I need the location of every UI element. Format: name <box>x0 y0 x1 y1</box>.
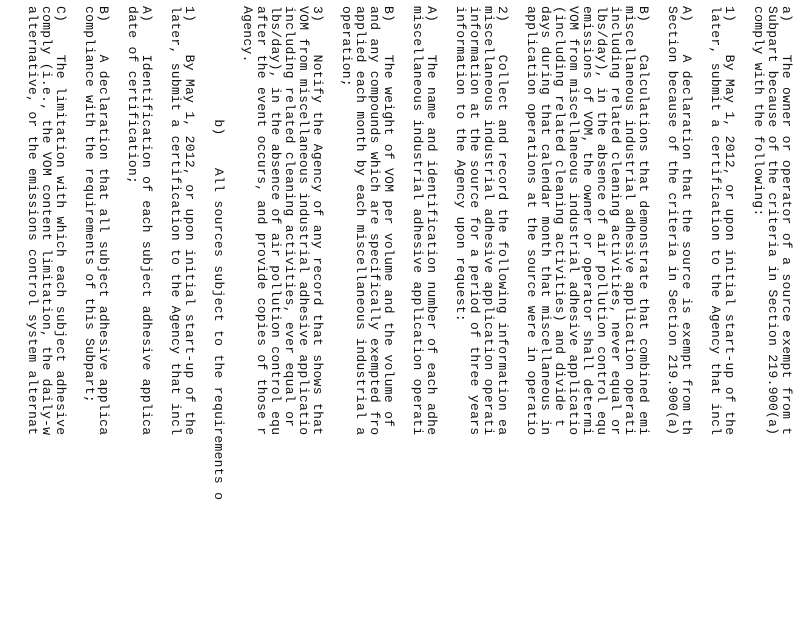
text-line: operation; <box>339 6 354 88</box>
text-line: including related cleaning activities, ever equal or <box>282 6 297 428</box>
text-line: VOM from miscellaneous industrial adhesive applicatio <box>296 6 311 436</box>
text-line: information at the source for a period of three years <box>467 6 482 436</box>
text-line: application operations at the source were in operatio <box>524 6 539 436</box>
text-line: days during that calendar month that miscellaneous in <box>538 6 553 436</box>
text-line: B) A declaration that all subject adhesive applica <box>96 6 111 436</box>
text-line: B) Calculations that demonstrate that combined emi <box>636 6 651 436</box>
text-line: B) The weight of VOM per volume and the volume of <box>381 6 396 428</box>
text-line: a) The owner or operator of a source exempt from t <box>779 6 794 436</box>
text-line: miscellaneous industrial adhesive application operati <box>622 6 637 436</box>
text-line: 3) Notify the Agency of any record that shows that <box>310 6 325 436</box>
text-line: after the event occurs, and provide copies of those r <box>254 6 269 436</box>
text-line: lbs/day), in the absence of air pollution control equ <box>268 6 283 436</box>
text-line: and any compounds which are specifically exempted fro <box>367 6 382 436</box>
text-line: miscellaneous industrial adhesive application operati <box>410 6 425 436</box>
text-line: information to the Agency upon request: <box>453 6 468 322</box>
text-line: Agency. <box>240 6 255 63</box>
text-line: A) A declaration that the source is exempt from th <box>679 6 694 436</box>
text-line: (including related cleaning activities) and divide t <box>552 6 567 428</box>
text-line: A) Identification of each subject adhesive applica <box>139 6 154 436</box>
text-line: 1) By May 1, 2012, or upon initial start-up of the <box>182 6 197 436</box>
text-line: applied each month by each miscellaneous industrial a <box>353 6 368 436</box>
text-line: comply (i.e., the VOM content limitation, the daily-w <box>39 6 54 436</box>
text-line: comply with the following: <box>751 6 766 217</box>
text-line: later, submit a certification to the Agency that incl <box>168 6 183 436</box>
text-line: b) All sources subject to the requirements o <box>211 6 226 501</box>
text-line: miscellaneous industrial adhesive application operati <box>481 6 496 436</box>
text-line: including related cleaning activities, never equal or <box>608 6 623 436</box>
text-line: 1) By May 1, 2012, or upon initial start-up of the <box>722 6 737 436</box>
text-line: A) The name and identification number of each adhe <box>424 6 439 436</box>
text-line: lbs/day), in the absence of air pollution control equ <box>594 6 609 436</box>
text-line: later, submit a certification to the Agency that incl <box>708 6 723 436</box>
text-line: Section because of the criteria in Section 219.900(a) <box>665 6 680 436</box>
text-line: 2) Collect and record the following information ea <box>495 6 510 436</box>
text-line: date of certification; <box>125 6 140 185</box>
text-line: C) The limitation with which each subject adhesive <box>53 6 68 436</box>
text-line: VOM from miscellaneous industrial adhesive applicatio <box>566 6 581 436</box>
text-line: compliance with the requirements of this Subpart; <box>82 6 97 403</box>
text-line: Subpart because of the criteria in Section 219.900(a) <box>765 6 780 436</box>
text-line: emissions of VOM, the owner or operator shall determi <box>580 6 595 436</box>
text-line: alternative, or the emissions control system alternat <box>25 6 40 436</box>
